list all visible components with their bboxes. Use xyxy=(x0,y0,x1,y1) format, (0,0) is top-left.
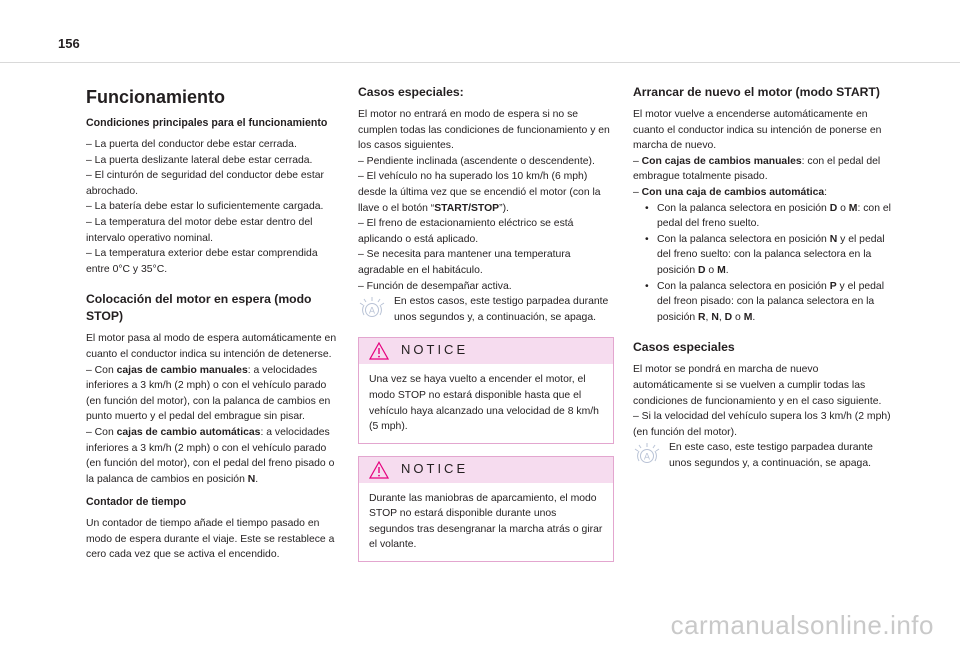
stop-auto-item: – Con cajas de cambio automáticas: a velocidades inferiores a 3 km/h (2 mph) o con el vehículo parado (en función del motor), con el pedal del freno pisado o la palanca de cambios en posición N. xyxy=(86,426,335,485)
condition-item: – La puerta deslizante lateral debe estar cerrada. xyxy=(86,154,313,166)
special-cases-heading: Casos especiales: xyxy=(358,85,464,99)
conditions-heading: Condiciones principales para el funcionamiento xyxy=(86,117,328,129)
warning-triangle-icon xyxy=(369,461,389,479)
stop-intro: El motor pasa al modo de espera automáticamente en cuanto el conductor indica su intención de detenerse. xyxy=(86,333,337,360)
special-heading: Casos especiales xyxy=(633,340,735,355)
column-2 xyxy=(358,80,614,562)
special-case-item: – Función de desempañar activa. xyxy=(358,280,512,292)
telltale-note xyxy=(358,294,614,325)
telltale-text: En estos casos, este testigo parpadea durante unos segundos y, a continuación, se apaga. xyxy=(394,296,609,323)
notice-text: Una vez se haya vuelto a encender el motor, el modo STOP no estará disponible hasta que el vehículo haya alcanzado una velocidad de 8 km/h (5 mph). xyxy=(369,374,599,433)
condition-item: – El cinturón de seguridad del conductor debe estar abrochado. xyxy=(86,170,324,197)
sub-item: • Con la palanca selectora en posición P y el pedal del freon pisado: con la palanca selectora en la posición R, N, D o M. xyxy=(633,279,893,326)
start-intro: El motor vuelve a encenderse automáticamente en cuanto el conductor indica su intención de ponerse en marcha de nuevo. xyxy=(633,109,882,152)
header-rule xyxy=(0,62,960,63)
condition-item: – La puerta del conductor debe estar cerrada. xyxy=(86,139,297,150)
timer-text: Un contador de tiempo añade el tiempo pasado en modo de espera durante el viaje. Este se restablece a cero cada vez que se activa el encendido. xyxy=(86,518,335,561)
svg-text:A: A xyxy=(368,306,376,317)
watermark: carmanualsonline.info xyxy=(670,610,934,640)
special-case-item: – Se necesita para mantener una temperatura agradable en el habitáculo. xyxy=(358,249,571,276)
sub-item: • Con la palanca selectora en posición N y el pedal del freno suelto: con la palanca selectora en la posición D o M. xyxy=(633,232,893,279)
special-case-item: – El freno de estacionamiento eléctrico se está aplicando o está aplicado. xyxy=(358,218,574,245)
stop-start-telltale-icon xyxy=(358,296,386,322)
timer-heading: Contador de tiempo xyxy=(86,496,187,509)
stop-start-telltale-icon xyxy=(633,442,661,468)
warning-triangle-icon xyxy=(369,342,389,360)
section-heading: Funcionamiento xyxy=(86,87,225,107)
start-auto-item: – Con una caja de cambios automática: xyxy=(633,186,828,198)
telltale-note xyxy=(633,440,893,471)
condition-item: – La temperatura del motor debe estar dentro del intervalo operativo nominal. xyxy=(86,216,313,244)
column-1 xyxy=(86,80,340,563)
column-3 xyxy=(633,80,893,471)
notice-text: Durante las maniobras de aparcamiento, el modo STOP no estará disponible durante unos segundos tras desengranar la marcha atrás o girar el volante. xyxy=(369,492,603,551)
special-cases-intro: El motor no entrará en modo de espera si no se cumplen todas las condiciones de funcionamiento y en los casos siguientes. xyxy=(358,109,610,152)
notice-box xyxy=(358,456,614,562)
notice-title: NOTICE xyxy=(401,342,469,358)
notice-title: NOTICE xyxy=(401,460,469,476)
special-case-item: – Pendiente inclinada (ascendente o descendente). xyxy=(358,155,595,167)
start-heading: Arrancar de nuevo el motor (modo START) xyxy=(633,85,880,99)
notice-box xyxy=(358,337,614,443)
notice-header xyxy=(359,457,613,483)
start-manual-item: – Con cajas de cambios manuales: con el pedal del embrague totalmente pisado. xyxy=(633,155,881,183)
special-case-item: – El vehículo no ha superado los 10 km/h (6 mph) desde la última vez que se encendió el motor (con la llave o el botón “START/STOP”). xyxy=(358,171,601,214)
page-number: 156 xyxy=(58,36,80,51)
condition-item: – La batería debe estar lo suficientemente cargada. xyxy=(86,201,324,213)
special-intro: El motor se pondrá en marcha de nuevo automáticamente si se vuelven a cumplir todas las condiciones de funcionamiento y en el caso siguiente. xyxy=(633,364,882,407)
svg-text:A: A xyxy=(643,452,651,463)
condition-item: – La temperatura exterior debe estar comprendida entre 0°C y 35°C. xyxy=(86,248,318,275)
notice-header xyxy=(359,338,613,364)
stop-manual-item: – Con cajas de cambio manuales: a velocidades inferiores a 3 km/h (2 mph) o con el vehículo parado (en función del motor), con la palanca de cambios en punto muerto y el pedal del embrague sin pisar. xyxy=(86,364,331,423)
stop-heading: Colocación del motor en espera (modo STOP) xyxy=(86,292,312,324)
telltale-text: En este caso, este testigo parpadea durante unos segundos y, a continuación, se apaga. xyxy=(669,442,873,469)
special-item: – Si la velocidad del vehículo supera los 3 km/h (2 mph) (en función del motor). xyxy=(633,411,891,438)
sub-item: • Con la palanca selectora en posición D o M: con el pedal del freno suelto. xyxy=(633,201,893,232)
